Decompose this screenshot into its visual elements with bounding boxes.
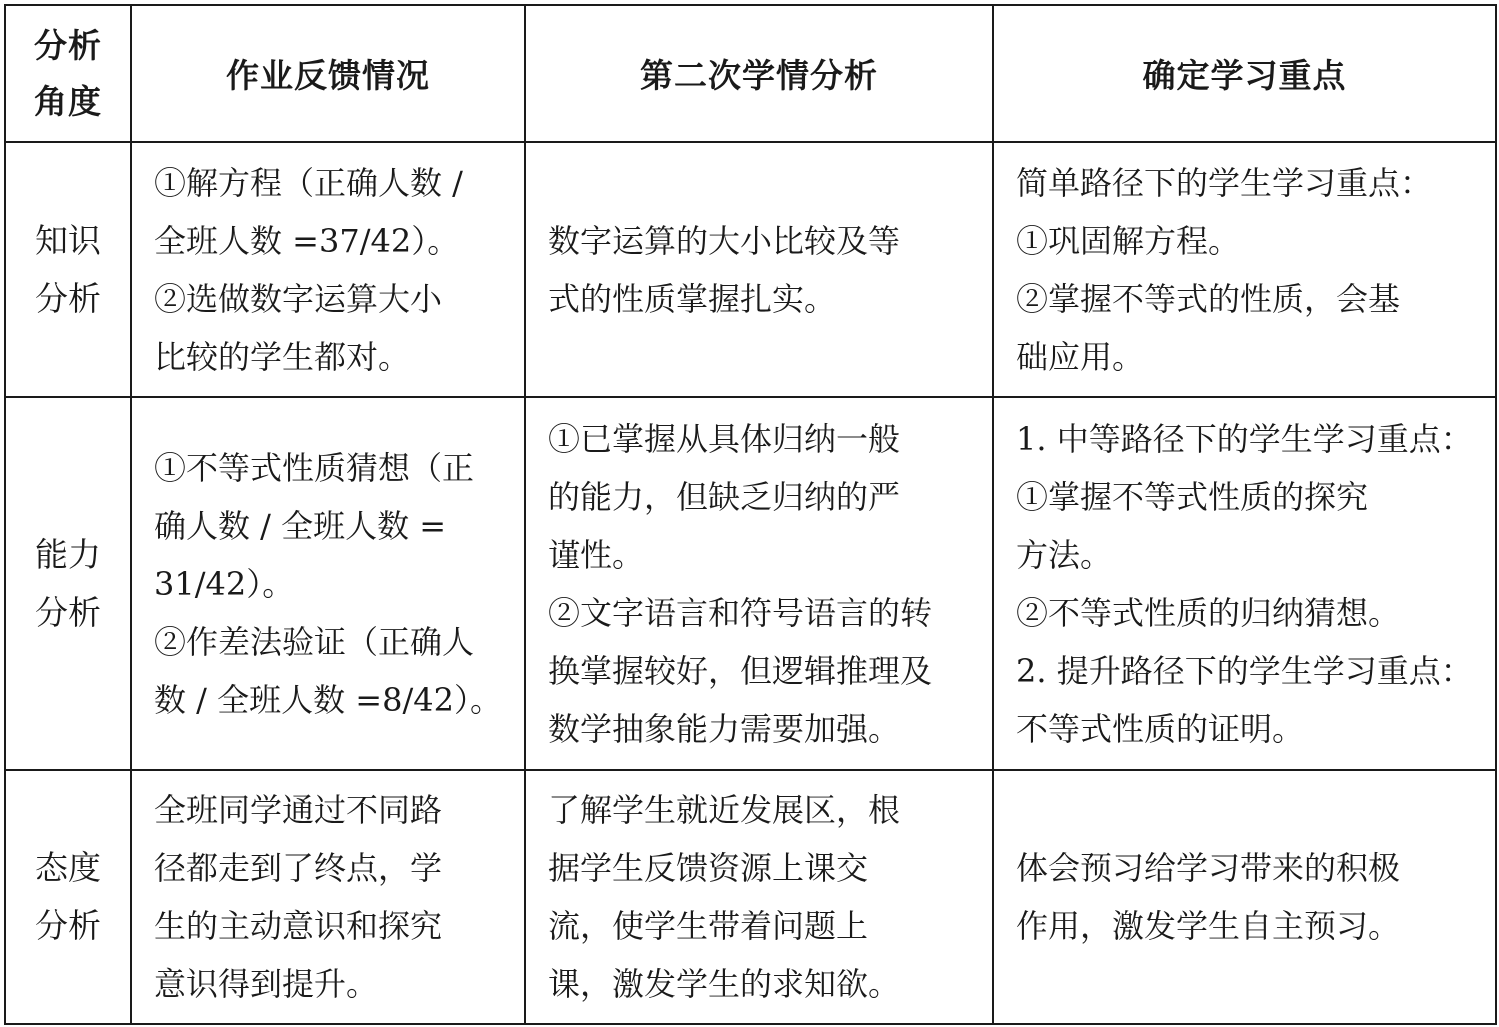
row-angle-attitude bbox=[5, 770, 131, 1024]
text-line: ②掌握不等式的性质，会基 bbox=[1016, 279, 1401, 318]
cell-analysis-knowledge bbox=[525, 142, 993, 397]
header-angle-line-2: 角度 bbox=[34, 81, 102, 121]
table-row-knowledge bbox=[5, 142, 1496, 397]
header-focus: 确定学习重点 bbox=[993, 5, 1496, 142]
cell-feedback-knowledge bbox=[131, 142, 525, 397]
text-line: ①掌握不等式性质的探究 bbox=[1016, 477, 1369, 516]
cell-analysis-ability bbox=[525, 397, 993, 770]
text-line: 数 / 全班人数 =8/42）。 bbox=[154, 680, 502, 719]
cell-analysis-attitude bbox=[525, 770, 993, 1024]
cell-focus-ability bbox=[993, 397, 1496, 770]
text-line: 2. 提升路径下的学生学习重点： bbox=[1016, 651, 1473, 690]
text-line: ②选做数字运算大小 bbox=[154, 279, 443, 318]
text-line: 的能力，但缺乏归纳的严 bbox=[548, 477, 901, 516]
text-line: 了解学生就近发展区，根 bbox=[548, 791, 901, 829]
text-line: 数字运算的大小比较及等 bbox=[548, 221, 901, 260]
table-row-attitude bbox=[5, 770, 1496, 1024]
text-line: ①已掌握从具体归纳一般 bbox=[548, 419, 901, 458]
cell-focus-attitude bbox=[993, 770, 1496, 1024]
row-angle-line: 态度 bbox=[35, 848, 101, 887]
header-row bbox=[5, 5, 1496, 142]
row-angle-line: 知识 bbox=[35, 220, 101, 260]
text-line: 换掌握较好，但逻辑推理及 bbox=[548, 651, 933, 690]
text-line: 方法。 bbox=[1016, 535, 1113, 574]
header-angle bbox=[5, 5, 131, 142]
row-angle-line: 分析 bbox=[35, 278, 101, 318]
text-line: 确人数 / 全班人数 = bbox=[154, 506, 447, 545]
row-angle-ability bbox=[5, 397, 131, 770]
header-analysis: 第二次学情分析 bbox=[525, 5, 993, 142]
row-angle-knowledge bbox=[5, 142, 131, 397]
cell-feedback-ability bbox=[131, 397, 525, 770]
text-line: 谨性。 bbox=[548, 535, 645, 574]
row-angle-line: 分析 bbox=[35, 906, 101, 945]
text-line: 全班同学通过不同路 bbox=[154, 791, 443, 829]
text-line: 数学抽象能力需要加强。 bbox=[548, 709, 901, 748]
text-line: ①解方程（正确人数 / bbox=[154, 163, 463, 202]
text-line: 1. 中等路径下的学生学习重点： bbox=[1016, 419, 1473, 458]
text-line: 不等式性质的证明。 bbox=[1016, 709, 1305, 748]
text-line: ①巩固解方程。 bbox=[1016, 221, 1241, 260]
header-feedback: 作业反馈情况 bbox=[131, 5, 525, 142]
text-line: 全班人数 =37/42）。 bbox=[154, 221, 460, 260]
row-angle-line: 能力 bbox=[35, 534, 101, 574]
text-line: ②文字语言和符号语言的转 bbox=[548, 593, 933, 632]
analysis-table bbox=[4, 4, 1497, 1025]
row-angle-line: 分析 bbox=[35, 592, 101, 632]
text-line: 比较的学生都对。 bbox=[154, 337, 411, 376]
text-line: ②不等式性质的归纳猜想。 bbox=[1016, 593, 1401, 632]
text-line: 意识得到提升。 bbox=[154, 965, 379, 1003]
cell-focus-knowledge bbox=[993, 142, 1496, 397]
text-line: 径都走到了终点，学 bbox=[154, 849, 443, 887]
text-line: 流，使学生带着问题上 bbox=[548, 907, 869, 945]
text-line: 式的性质掌握扎实。 bbox=[548, 279, 837, 318]
text-line: 体会预习给学习带来的积极 bbox=[1016, 849, 1401, 887]
text-line: 生的主动意识和探究 bbox=[154, 907, 443, 945]
text-line: 课，激发学生的求知欲。 bbox=[548, 965, 901, 1003]
text-line: 作用，激发学生自主预习。 bbox=[1016, 907, 1401, 945]
text-line: ①不等式性质猜想（正 bbox=[154, 448, 475, 487]
text-line: 据学生反馈资源上课交 bbox=[548, 849, 869, 887]
text-line: 31/42）。 bbox=[154, 564, 295, 603]
header-angle-line-1: 分析 bbox=[34, 25, 102, 65]
text-line: ②作差法验证（正确人 bbox=[154, 622, 475, 661]
text-line: 简单路径下的学生学习重点： bbox=[1016, 163, 1433, 202]
cell-feedback-attitude bbox=[131, 770, 525, 1024]
text-line: 础应用。 bbox=[1016, 337, 1145, 376]
table-row-ability bbox=[5, 397, 1496, 770]
